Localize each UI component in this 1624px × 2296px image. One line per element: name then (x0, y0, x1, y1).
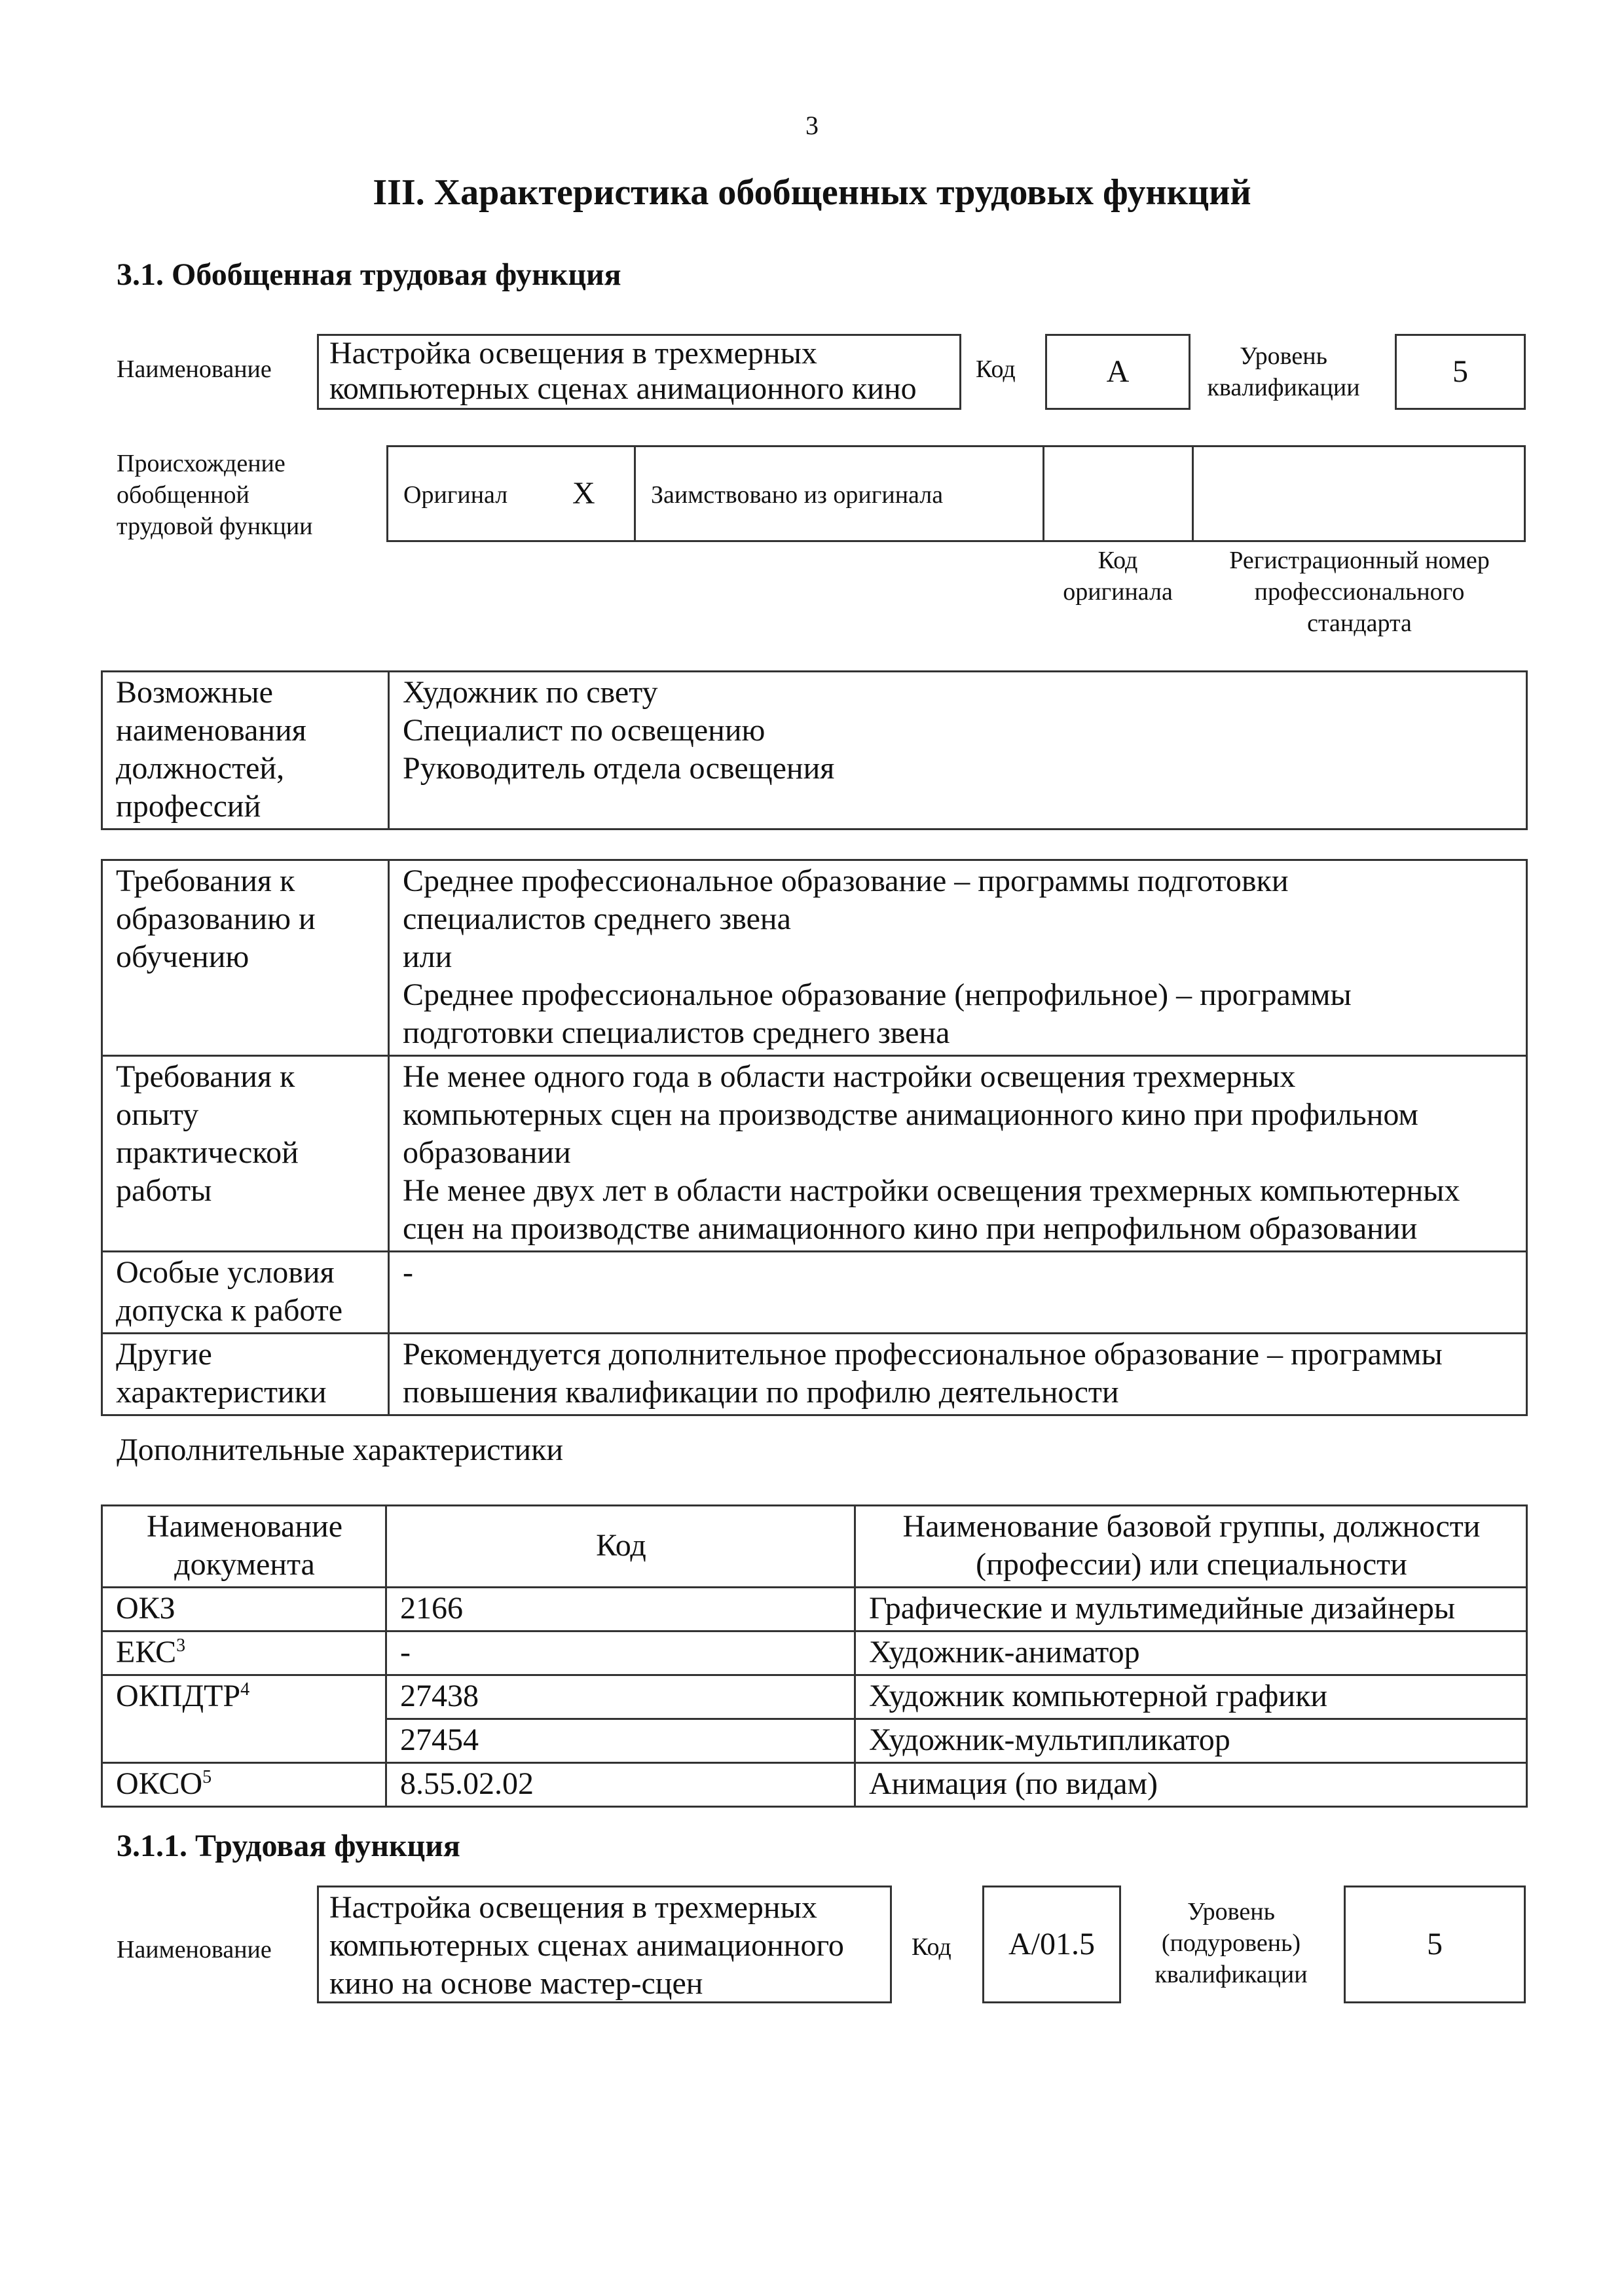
row-code: - (386, 1631, 855, 1675)
gtf-name-line: компьютерных сценах анимационного кино (329, 371, 917, 406)
positions-label-line: наименования (116, 713, 306, 748)
gtf-name-box (317, 334, 961, 410)
reg-number-caption (1193, 545, 1526, 639)
requirements-table (101, 859, 1528, 1416)
requirement-value-line: образовании (403, 1135, 571, 1170)
requirements-row-other (102, 1334, 1527, 1415)
gtf-level-value: 5 (1452, 354, 1468, 389)
tf-level-value: 5 (1427, 1927, 1443, 1961)
table-row (102, 1763, 1527, 1807)
positions-label (102, 672, 389, 829)
original-code-caption-line: оригинала (1063, 578, 1173, 606)
gtf-level-label (1198, 340, 1369, 403)
doc-name: ОКПДТР (116, 1679, 241, 1713)
positions-row (102, 672, 1527, 829)
row-name: Анимация (по видам) (855, 1763, 1527, 1807)
tf-name-line: Настройка освещения в трехмерных (329, 1890, 817, 1925)
doc-name: ОКЗ (116, 1591, 175, 1626)
row-code: 8.55.02.02 (386, 1763, 855, 1807)
requirement-value-line: компьютерных сцен на производстве анимационного кино при профильном (403, 1097, 1418, 1132)
table-row (102, 1631, 1527, 1675)
requirements-row-education (102, 860, 1527, 1056)
additional-title: Дополнительные характеристики (117, 1432, 564, 1467)
requirement-label-line: опыту (116, 1097, 199, 1132)
header-doc-line: документа (174, 1547, 315, 1582)
position-item: Художник по свету (403, 675, 658, 710)
additional-header-row (102, 1506, 1527, 1588)
row-doc (102, 1631, 386, 1675)
requirement-value-line: повышения квалификации по профилю деятельности (403, 1375, 1119, 1410)
requirement-value (389, 1252, 1527, 1334)
requirement-label-line: Требования к (116, 864, 295, 898)
requirement-value-line: Не менее двух лет в области настройки освещения трехмерных компьютерных (403, 1173, 1460, 1208)
reg-number-caption-line: стандарта (1307, 610, 1412, 637)
original-code-caption-line: Код (1098, 547, 1138, 574)
row-doc (102, 1675, 386, 1763)
tf-heading: 3.1.1. Трудовая функция (117, 1829, 460, 1863)
tf-code-label: Код (912, 1933, 951, 1961)
requirement-value-line: - (403, 1255, 413, 1290)
requirements-row-experience (102, 1056, 1527, 1252)
gtf-origin-label-line: трудовой функции (117, 513, 313, 540)
gtf-origin-label-line: Происхождение (117, 450, 286, 477)
origin-divider (1043, 445, 1044, 542)
requirement-value (389, 1056, 1527, 1252)
gtf-name-line: Настройка освещения в трехмерных (329, 336, 817, 371)
gtf-origin-label (117, 448, 313, 542)
gtf-level-label-line: квалификации (1207, 374, 1360, 401)
requirement-label-line: Другие (116, 1337, 212, 1372)
header-doc-line: Наименование (146, 1509, 343, 1544)
tf-level-box (1344, 1886, 1526, 2003)
gtf-level-box (1395, 334, 1526, 410)
page-number: 3 (805, 111, 819, 140)
footnote-ref: 5 (202, 1767, 212, 1787)
requirement-label (102, 860, 389, 1056)
table-row (102, 1588, 1527, 1631)
gtf-code-box (1045, 334, 1190, 410)
additional-table (101, 1504, 1528, 1808)
table-row (102, 1675, 1527, 1719)
row-name: Художник-аниматор (855, 1631, 1527, 1675)
requirement-label-line: Требования к (116, 1059, 295, 1094)
gtf-origin-label-line: обобщенной (117, 481, 249, 509)
origin-divider (1192, 445, 1194, 542)
gtf-name-label: Наименование (117, 355, 272, 383)
gtf-origin-box (386, 445, 1526, 542)
requirement-value-line: Не менее одного года в области настройки освещения трехмерных (403, 1059, 1296, 1094)
positions-label-line: профессий (116, 789, 261, 824)
requirement-value-line: или (403, 939, 452, 974)
tf-level-label-line: Уровень (1187, 1898, 1275, 1925)
requirement-value-line: подготовки специалистов среднего звена (403, 1015, 950, 1050)
requirement-label (102, 1056, 389, 1252)
doc-name: ОКСО (116, 1766, 203, 1801)
header-name (855, 1506, 1527, 1588)
tf-name-box (317, 1886, 892, 2003)
positions-label-line: Возможные (116, 675, 273, 710)
row-name: Графические и мультимедийные дизайнеры (855, 1588, 1527, 1631)
tf-level-label-line: квалификации (1154, 1961, 1308, 1988)
section-title: III. Характеристика обобщенных трудовых функций (373, 172, 1251, 213)
requirement-value-line: Среднее профессиональное образование (непрофильное) – программы (403, 977, 1352, 1012)
tf-name-line: компьютерных сценах анимационного (329, 1928, 844, 1963)
gtf-heading: 3.1. Обобщенная трудовая функция (117, 257, 621, 292)
requirement-label-line: допуска к работе (116, 1293, 343, 1328)
reg-number-caption-line: профессионального (1254, 578, 1465, 606)
positions-label-line: должностей, (116, 751, 285, 786)
requirement-value-line: Среднее профессиональное образование – программы подготовки (403, 864, 1289, 898)
origin-divider (634, 445, 636, 542)
tf-level-label-line: (подуровень) (1161, 1929, 1301, 1957)
requirement-value (389, 1334, 1527, 1415)
row-doc (102, 1588, 386, 1631)
row-code: 27454 (386, 1719, 855, 1763)
tf-name-label: Наименование (117, 1936, 272, 1963)
borrowed-label: Заимствовано из оригинала (651, 481, 944, 509)
row-name: Художник компьютерной графики (855, 1675, 1527, 1719)
gtf-code-value: A (1106, 354, 1130, 389)
requirement-value-line: сцен на производстве анимационного кино при непрофильном образовании (403, 1211, 1418, 1246)
original-mark: X (572, 476, 595, 511)
requirement-label-line: Особые условия (116, 1255, 335, 1290)
tf-name-line: кино на основе мастер-сцен (329, 1966, 703, 2001)
header-name-line: (профессии) или специальности (976, 1547, 1407, 1582)
requirement-label (102, 1334, 389, 1415)
tf-code-value: A/01.5 (1008, 1927, 1095, 1961)
tf-code-box (982, 1886, 1121, 2003)
row-code: 27438 (386, 1675, 855, 1719)
requirement-label-line: обучению (116, 939, 249, 974)
requirement-label-line: работы (116, 1173, 212, 1208)
requirement-value-line: Рекомендуется дополнительное профессиональное образование – программы (403, 1337, 1443, 1372)
requirement-label (102, 1252, 389, 1334)
row-doc (102, 1763, 386, 1807)
positions-values (389, 672, 1527, 829)
header-doc (102, 1506, 386, 1588)
header-name-line: Наименование базовой группы, должности (902, 1509, 1481, 1544)
gtf-level-label-line: Уровень (1240, 342, 1327, 370)
footnote-ref: 4 (240, 1679, 250, 1700)
doc-name: ЕКС (116, 1635, 177, 1669)
tf-level-label (1133, 1896, 1329, 1990)
requirement-label-line: характеристики (116, 1375, 327, 1410)
position-item: Руководитель отдела освещения (403, 751, 835, 786)
footnote-ref: 3 (176, 1635, 186, 1656)
gtf-code-label: Код (976, 355, 1016, 383)
requirement-value-line: специалистов среднего звена (403, 902, 791, 936)
original-label: Оригинал (403, 481, 508, 509)
requirement-value (389, 860, 1527, 1056)
requirements-row-special (102, 1252, 1527, 1334)
requirement-label-line: практической (116, 1135, 299, 1170)
reg-number-caption-line: Регистрационный номер (1229, 547, 1490, 574)
original-code-caption (1043, 545, 1193, 608)
positions-table (101, 670, 1528, 830)
requirement-label-line: образованию и (116, 902, 316, 936)
header-code: Код (386, 1506, 855, 1588)
row-code: 2166 (386, 1588, 855, 1631)
row-name: Художник-мультипликатор (855, 1719, 1527, 1763)
position-item: Специалист по освещению (403, 713, 766, 748)
